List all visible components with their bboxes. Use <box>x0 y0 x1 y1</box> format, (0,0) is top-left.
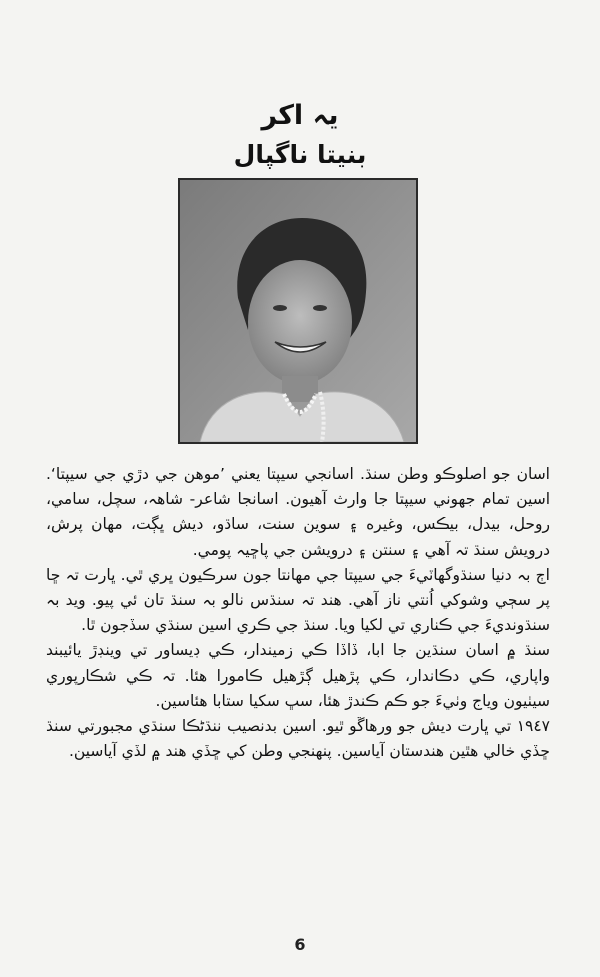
paragraph-4: ١٩٤٧ تي ڀارت ديش جو ورهاڱو ٿيو. اسين بدنصيب ننڌڻڪا سنڌي مجبورتي سنڌ ڇڏي خالي هٿين هندستان آياسين. پنهنجي وطن کي ڇڏي هند ۾ لڏي آياسين. <box>46 717 550 761</box>
paragraph-2: اڄ بہ دنيا سنڌوگهاٽيءَ جي سيپتا جي مهانتا جون سرڪيون ڀري ٿي. ڀارت تہ ڇا پر سڄي وشوکي اُنتي ناز آهي. هند تہ سنڌس نالو بہ سنڌ تان ئي پيو. ويد بہ سنڌونديءَ جي ڪناري تي لکيا ويا. سنڌ جي ڪري اسين سنڌي سڏجون ٿا. <box>46 565 550 635</box>
paragraph-3: سنڌ ۾ اسان سنڌين جا ابا، ڏاڏا ڪي زميندار، ڪي ڊيساور تي وينڊڙ يائيبند واپاري، ڪي دڪاندار، ڪي پڙهيل ڳڙهيل ڪامورا هئا. تہ ڪي شڪارپوري سيٺيون وياج وٺيءَ جو ڪم ڪندڙ هئا، سڀ سکيا ستابا هئاسين. <box>46 641 550 710</box>
paragraph-1: اسان جو اصلوڪو وطن سنڌ. اسانجي سيپتا يعني ’موهن جي دڙي جي سيپتا‘. اسين تمام جهوني سيپتا جا وارث آهيون. اسانجا شاعر- شاهہ، سچل، سامي، روحل، بيدل، بيڪس، وغيره ۽ سوين سنت، ساڌو، ديش ڀڳت، مهان پرش، درويش سنڌ تہ آهي ۽ سنتن ۽ درويشن جي پاڇيہ پومي. <box>46 465 550 559</box>
chapter-title: يہ اکر <box>261 100 339 131</box>
page-number: 6 <box>294 935 306 954</box>
article-body <box>46 462 550 764</box>
author-name: بنيتا ناگپال <box>233 140 367 169</box>
portrait-photo <box>178 178 418 444</box>
